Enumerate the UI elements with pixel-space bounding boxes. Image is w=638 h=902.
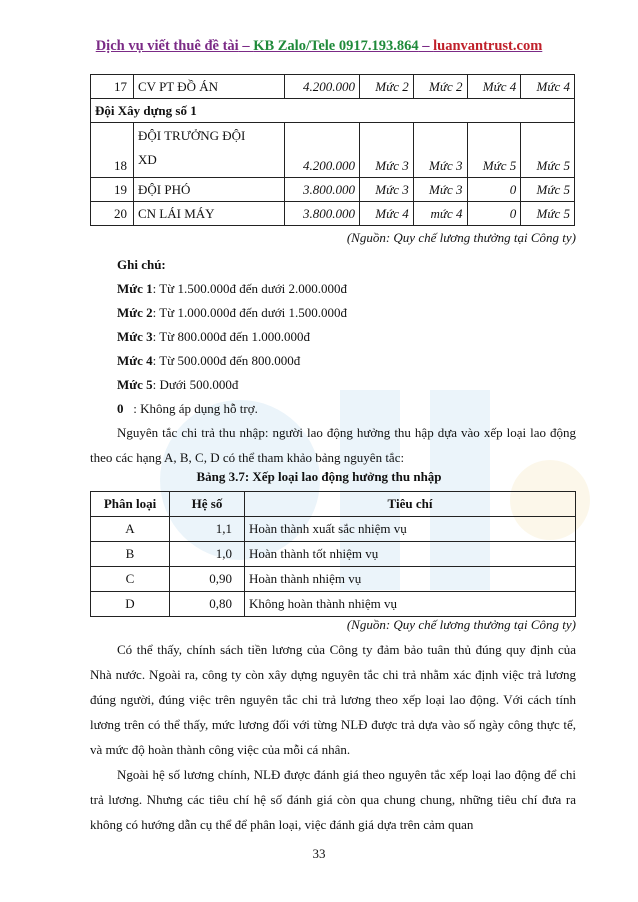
header-website-link[interactable]: luanvantrust.com bbox=[433, 38, 543, 54]
level-cell: Mức 5 bbox=[467, 123, 521, 178]
note-item bbox=[117, 281, 347, 297]
criteria-cell: Hoàn thành tốt nhiệm vụ bbox=[245, 542, 576, 567]
position-name: CV PT ĐỒ ÁN bbox=[134, 75, 285, 99]
level-cell: Mức 3 bbox=[413, 178, 467, 202]
note-label: Mức 2 bbox=[117, 305, 153, 320]
paragraph-income-principle: Nguyên tắc chi trả thu nhập: người lao động hưởng thu hập dựa vào xếp loại lao động theo các hạng A, B, C, D có thể tham khảo bảng nguyên tắc: bbox=[90, 425, 576, 465]
note-item bbox=[117, 401, 258, 417]
criteria-cell: Hoàn thành xuất sắc nhiệm vụ bbox=[245, 517, 576, 542]
salary-cell: 4.200.000 bbox=[285, 123, 360, 178]
level-cell: Mức 3 bbox=[360, 123, 414, 178]
position-name-line2: XD bbox=[138, 152, 157, 167]
level-cell: Mức 5 bbox=[521, 123, 575, 178]
note-text: : Không áp dụng hỗ trợ. bbox=[123, 401, 258, 416]
table-row bbox=[91, 202, 575, 226]
note-label: Mức 3 bbox=[117, 329, 153, 344]
position-name bbox=[134, 123, 285, 178]
level-cell: Mức 3 bbox=[413, 123, 467, 178]
section-row bbox=[91, 99, 575, 123]
notes-title bbox=[117, 257, 166, 273]
note-item bbox=[117, 305, 347, 321]
salary-cell: 4.200.000 bbox=[285, 75, 360, 99]
header-separator: – bbox=[238, 38, 254, 54]
position-name: CN LÁI MÁY bbox=[134, 202, 285, 226]
note-item bbox=[117, 377, 238, 393]
table-row bbox=[91, 517, 576, 542]
level-cell: Mức 5 bbox=[521, 178, 575, 202]
note-label: Mức 1 bbox=[117, 281, 153, 296]
level-cell: Mức 4 bbox=[521, 75, 575, 99]
class-cell: A bbox=[91, 517, 170, 542]
coefficient-cell: 1,1 bbox=[170, 517, 245, 542]
table-row bbox=[91, 592, 576, 617]
table-row bbox=[91, 567, 576, 592]
note-text: : Từ 1.000.000đ đến dưới 1.500.000đ bbox=[152, 305, 348, 320]
coefficient-cell: 1,0 bbox=[170, 542, 245, 567]
level-cell: Mức 4 bbox=[467, 75, 521, 99]
criteria-cell: Không hoàn thành nhiệm vụ bbox=[245, 592, 576, 617]
table-source-note: (Nguồn: Quy chế lương thưởng tại Công ty) bbox=[346, 230, 576, 245]
table-row bbox=[91, 542, 576, 567]
note-text: : Từ 1.500.000đ đến dưới 2.000.000đ bbox=[152, 281, 348, 296]
column-header: Hệ số bbox=[170, 492, 245, 517]
note-label: Mức 5 bbox=[117, 377, 153, 392]
level-cell: Mức 2 bbox=[413, 75, 467, 99]
row-number: 18 bbox=[91, 123, 134, 178]
note-label: 0 bbox=[117, 401, 124, 416]
header-separator: – bbox=[418, 38, 434, 54]
header-service: Dịch vụ viết thuê đề tài bbox=[95, 38, 239, 54]
paragraph-salary-policy: Có thể thấy, chính sách tiền lương của Công ty đảm bảo tuân thủ đúng quy định của Nhà nước. Ngoài ra, công ty còn xây dựng nguyên tắc chi trả nhằm xác định việc trả lương đúng người, đúng việc trên nguyên tắc chi trả lương theo xếp loại lao động. Với cách tính lương trên có thể thấy, mức lương đối với từng NLĐ được trả dựa vào số ngày công thực tế, và mức độ hoàn thành công việc của mỗi cá nhân. bbox=[90, 642, 576, 757]
table-row bbox=[91, 178, 575, 202]
note-text: : Từ 800.000đ đến 1.000.000đ bbox=[152, 329, 310, 344]
notes-heading: Ghi chú: bbox=[117, 257, 166, 272]
table-row bbox=[91, 123, 575, 178]
level-cell: Mức 3 bbox=[360, 178, 414, 202]
level-cell: Mức 5 bbox=[521, 202, 575, 226]
position-name: ĐỘI PHÓ bbox=[134, 178, 285, 202]
column-header: Tiêu chí bbox=[245, 492, 576, 517]
level-cell: 0 bbox=[467, 202, 521, 226]
paragraph-evaluation: Ngoài hệ số lương chính, NLĐ được đánh giá theo nguyên tắc xếp loại lao động để chi trả lương. Nhưng các tiêu chí hệ số đánh giá còn qua chung chung, những tiêu chí đưa ra không có hướng dẫn cụ thể để phân loại, việc đánh giá dựa trên cảm quan bbox=[90, 767, 576, 832]
coefficient-cell: 0,80 bbox=[170, 592, 245, 617]
table-row bbox=[91, 75, 575, 99]
level-cell: Mức 4 bbox=[360, 202, 414, 226]
class-cell: C bbox=[91, 567, 170, 592]
header-contact[interactable]: KB Zalo/Tele 0917.193.864 bbox=[253, 38, 419, 54]
criteria-cell: Hoàn thành nhiệm vụ bbox=[245, 567, 576, 592]
note-label: Mức 4 bbox=[117, 353, 153, 368]
section-title: Đội Xây dựng số 1 bbox=[91, 99, 575, 123]
level-cell: 0 bbox=[467, 178, 521, 202]
row-number: 19 bbox=[91, 178, 134, 202]
class-cell: B bbox=[91, 542, 170, 567]
row-number: 17 bbox=[91, 75, 134, 99]
note-item bbox=[117, 353, 300, 369]
labor-classification-table bbox=[90, 491, 576, 617]
table-header-row bbox=[91, 492, 576, 517]
table-caption: Bảng 3.7: Xếp loại lao động hưởng thu nhập bbox=[196, 469, 442, 484]
salary-cell: 3.800.000 bbox=[285, 178, 360, 202]
level-cell: mức 4 bbox=[413, 202, 467, 226]
table-source-note: (Nguồn: Quy chế lương thưởng tại Công ty) bbox=[346, 617, 576, 632]
note-text: : Từ 500.000đ đến 800.000đ bbox=[152, 353, 301, 368]
class-cell: D bbox=[91, 592, 170, 617]
page-header bbox=[0, 38, 638, 55]
note-text: : Dưới 500.000đ bbox=[152, 377, 239, 392]
coefficient-cell: 0,90 bbox=[170, 567, 245, 592]
page-number: 33 bbox=[312, 846, 326, 861]
column-header: Phân loại bbox=[91, 492, 170, 517]
salary-level-table bbox=[90, 74, 575, 226]
position-name-line1: ĐỘI TRƯỞNG ĐỘI bbox=[138, 128, 246, 143]
salary-cell: 3.800.000 bbox=[285, 202, 360, 226]
row-number: 20 bbox=[91, 202, 134, 226]
level-cell: Mức 2 bbox=[360, 75, 414, 99]
note-item bbox=[117, 329, 310, 345]
